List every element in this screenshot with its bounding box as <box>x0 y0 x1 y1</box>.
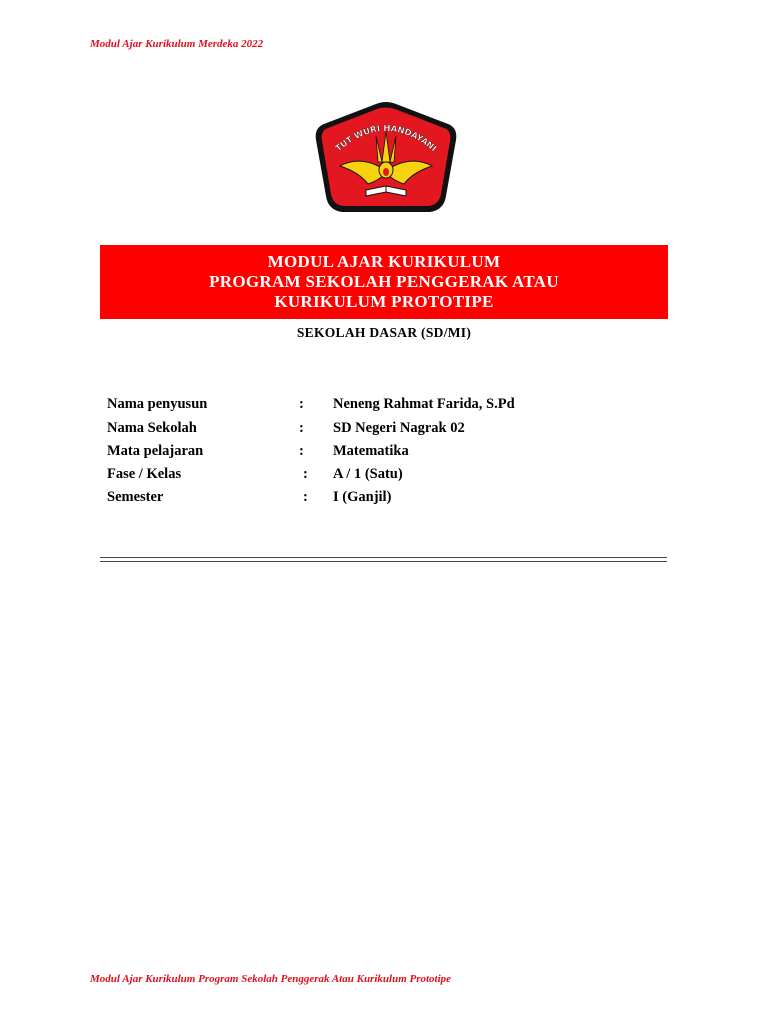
title-banner <box>100 245 668 319</box>
info-label: Semester <box>107 489 164 505</box>
info-label: Mata pelajaran <box>107 443 204 459</box>
info-separator: : <box>303 489 308 505</box>
info-separator: : <box>303 466 308 482</box>
divider-line-top <box>100 557 667 558</box>
info-value: Matematika <box>333 443 409 459</box>
school-level-subtitle: SEKOLAH DASAR (SD/MI) <box>296 325 472 340</box>
header-note: Modul Ajar Kurikulum Merdeka 2022 <box>90 38 264 50</box>
info-value: I (Ganjil) <box>333 489 392 505</box>
info-separator: : <box>299 420 304 436</box>
info-label: Nama Sekolah <box>107 420 197 436</box>
banner-line-1: MODUL AJAR KURIKULUM <box>267 252 501 271</box>
info-separator: : <box>299 443 304 459</box>
footer-note: Modul Ajar Kurikulum Program Sekolah Penggerak Atau Kurikulum Prototipe <box>90 973 452 985</box>
info-label: Nama penyusun <box>107 396 208 412</box>
banner-line-3: KURIKULUM PROTOTIPE <box>274 292 494 311</box>
tut-wuri-handayani-logo <box>312 100 460 220</box>
divider-line-bottom <box>100 561 667 562</box>
info-value: Neneng Rahmat Farida, S.Pd <box>333 396 515 412</box>
info-separator: : <box>299 396 304 412</box>
banner-line-2: PROGRAM SEKOLAH PENGGERAK ATAU <box>209 272 559 291</box>
svg-text:TUT WURI HANDAYANI: TUT WURI HANDAYANI <box>333 123 439 155</box>
info-value: A / 1 (Satu) <box>333 466 403 482</box>
info-value: SD Negeri Nagrak 02 <box>333 420 465 436</box>
info-label: Fase / Kelas <box>107 466 182 482</box>
